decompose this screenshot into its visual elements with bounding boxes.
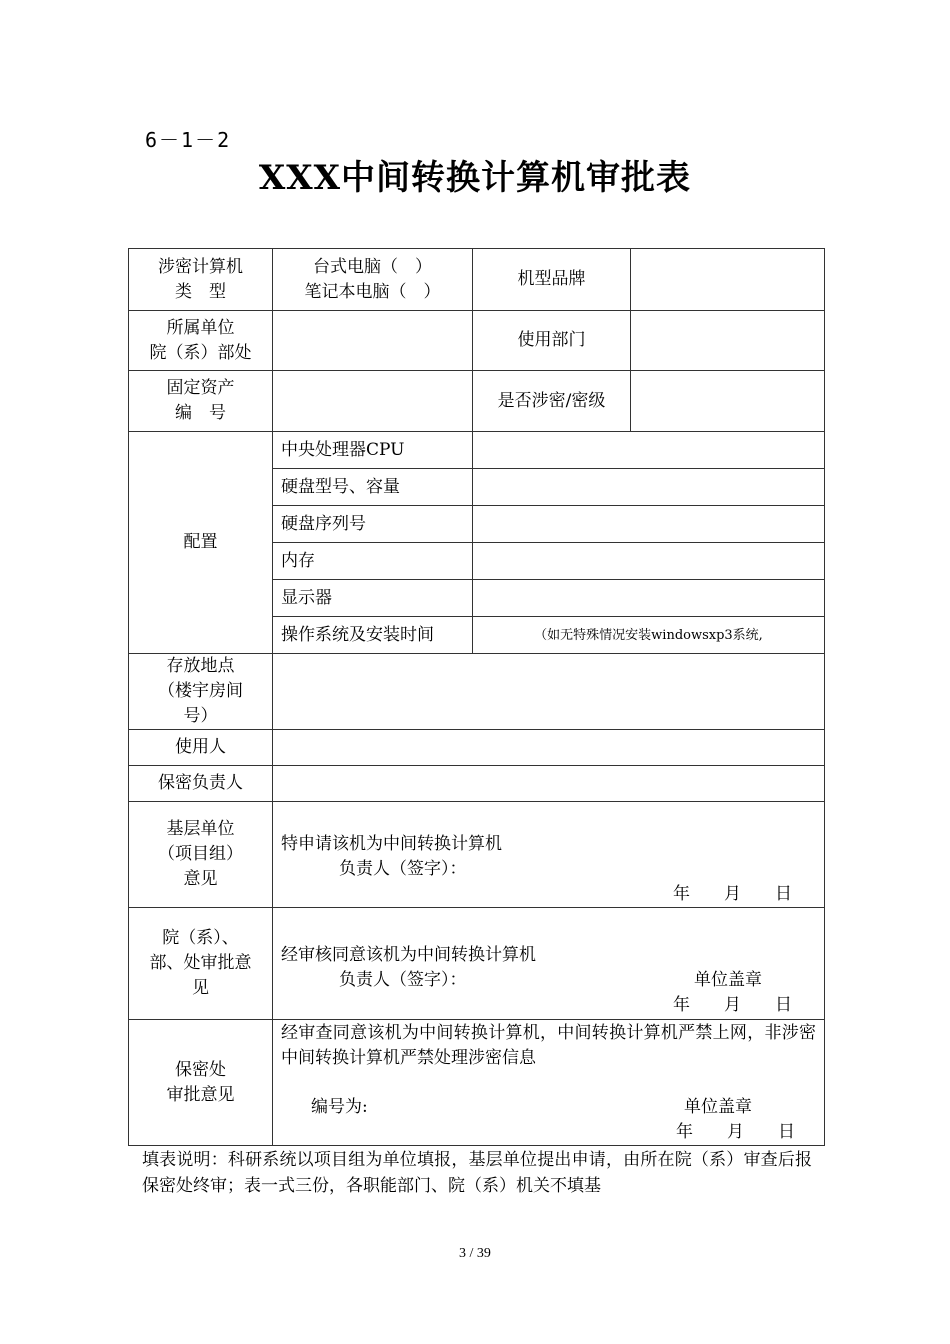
user-field[interactable] [273,730,825,766]
monitor-label: 显示器 [273,580,473,617]
dept-label: 使用部门 [473,311,631,371]
unit-label [129,311,273,371]
label-line: 编 号 [175,403,226,423]
asset-number-field[interactable] [273,371,473,432]
cpu-field[interactable] [473,432,825,469]
security-office-approval-label [129,1020,273,1146]
signature-label: 负责人（签字）： [339,970,467,990]
opinion-text: 经审核同意该机为中间转换计算机 [281,945,536,965]
table-row [129,311,825,371]
label-line: 号） [183,706,218,726]
base-unit-opinion-field[interactable] [273,802,825,908]
hdd-model-field[interactable] [473,469,825,506]
table-row [129,802,825,908]
laptop-option[interactable]: 笔记本电脑（ ） [304,281,441,302]
opinion-text: 经审查同意该机为中间转换计算机，中间转换计算机严禁上网，非涉密中间转换计算机严禁处理涉密信息 [281,1023,816,1068]
label-line: 审批意见 [166,1084,235,1105]
label-line: 存放地点 [166,656,235,676]
os-label: 操作系统及安装时间 [273,617,473,654]
config-label: 配置 [129,432,273,654]
label-line: 涉密计算机 [158,256,243,277]
table-row [129,1020,825,1146]
signature-label: 负责人（签字）： [339,859,467,879]
page-number: 3 / 39 [459,1246,491,1261]
label-line: 部、处审批意 [149,953,252,973]
date-label: 年 月 日 [673,995,792,1015]
label-line: 意见 [183,869,218,889]
page-title: XXX中间转换计算机审批表 [258,158,692,198]
memory-label: 内存 [273,543,473,580]
security-officer-field[interactable] [273,766,825,802]
location-field[interactable] [273,654,825,730]
date-label: 年 月 日 [676,1122,795,1142]
table-row [129,371,825,432]
table-row [129,654,825,730]
classified-label: 是否涉密/密级 [473,371,631,432]
seal-label: 单位盖章 [694,970,762,990]
sign-line [281,968,816,993]
cpu-label: 中央处理器CPU [273,432,473,469]
computer-type-options[interactable] [273,249,473,311]
unit-field[interactable] [273,311,473,371]
hdd-serial-label: 硬盘序列号 [273,506,473,543]
document-code: 6－1－2 [145,128,232,152]
opinion-text: 特申请该机为中间转换计算机 [281,834,502,854]
os-field[interactable]: （如无特殊情况安装windowsxp3系统, [473,617,825,654]
location-label [129,654,273,730]
label-line: （项目组） [158,844,243,864]
base-unit-opinion-label [129,802,273,908]
security-office-approval-field[interactable] [273,1020,825,1146]
table-row [129,249,825,311]
user-label: 使用人 [129,730,273,766]
hdd-serial-field[interactable] [473,506,825,543]
table-row [129,908,825,1020]
computer-type-label [129,249,273,311]
table-row [129,730,825,766]
number-label: 编号为: [311,1097,368,1117]
dept-field[interactable] [631,311,825,371]
hdd-model-label: 硬盘型号、容量 [273,469,473,506]
label-line: 保密处 [175,1059,226,1080]
desktop-option[interactable]: 台式电脑（ ） [313,256,432,277]
label-line: 类 型 [175,281,226,302]
model-brand-label: 机型品牌 [473,249,631,311]
table-row [129,766,825,802]
security-officer-label: 保密负责人 [129,766,273,802]
label-line: 基层单位 [166,819,235,839]
label-line: 所属单位 [166,317,235,338]
model-brand-field[interactable] [631,249,825,311]
classified-field[interactable] [631,371,825,432]
approval-form-table [128,248,825,1146]
seal-label: 单位盖章 [684,1097,752,1117]
label-line: 固定资产 [166,378,235,398]
table-row [129,432,825,469]
dept-approval-label [129,908,273,1020]
date-label: 年 月 日 [673,884,792,904]
fill-instructions: 填表说明：科研系统以项目组为单位填报，基层单位提出申请，由所在院（系）审查后报保密处终审；表一式三份，各职能部门、院（系）机关不填基 [142,1150,812,1196]
label-line: 见 [192,978,209,998]
asset-number-label [129,371,273,432]
label-line: 院（系）、 [162,928,239,948]
memory-field[interactable] [473,543,825,580]
label-line: 院（系）部处 [149,342,252,363]
label-line: （楼宇房间 [158,681,243,701]
dept-approval-field[interactable] [273,908,825,1020]
monitor-field[interactable] [473,580,825,617]
sign-line [281,1095,816,1120]
